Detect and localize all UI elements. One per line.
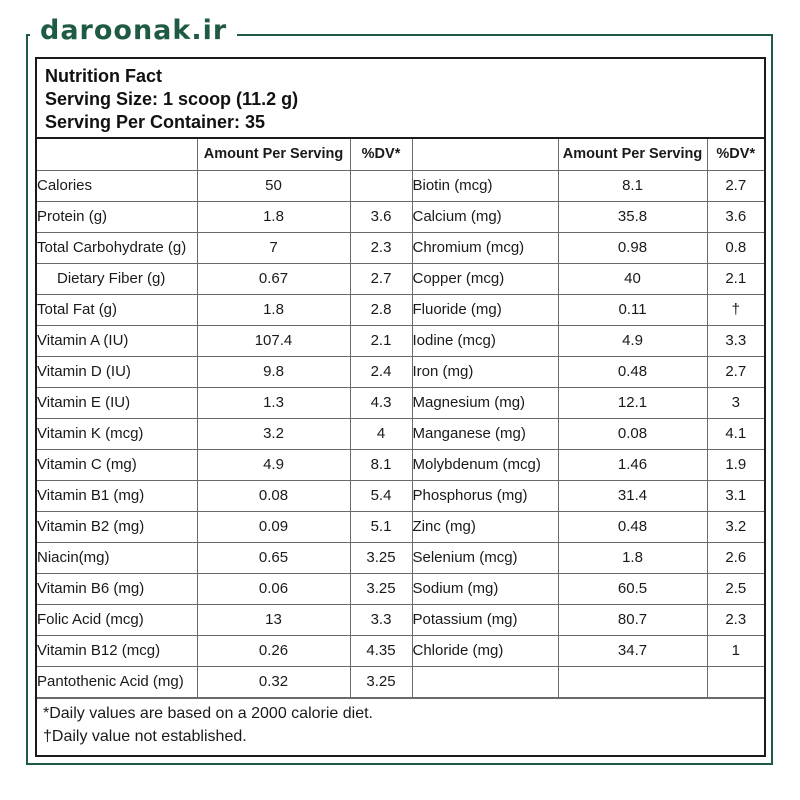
table-row	[37, 263, 764, 294]
table-row	[37, 573, 764, 604]
table-row	[37, 635, 764, 666]
nutrient-name: Vitamin K (mcg)	[37, 418, 197, 449]
nutrient-name: Iodine (mcg)	[412, 325, 558, 356]
nutrient-name: Vitamin A (IU)	[37, 325, 197, 356]
nutrient-name: Calories	[37, 170, 197, 201]
amount-per-serving: 35.8	[558, 201, 707, 232]
percent-dv: 5.4	[350, 480, 412, 511]
amount-per-serving: 34.7	[558, 635, 707, 666]
percent-dv: 2.5	[707, 573, 764, 604]
amount-per-serving: 0.08	[197, 480, 350, 511]
servings-per-container: Serving Per Container: 35	[45, 112, 266, 132]
table-row	[37, 356, 764, 387]
percent-dv: 2.7	[350, 263, 412, 294]
amount-per-serving: 1.8	[558, 542, 707, 573]
amount-per-serving: 1.46	[558, 449, 707, 480]
label-header	[37, 59, 764, 139]
amount-per-serving: 0.98	[558, 232, 707, 263]
percent-dv: 2.1	[350, 325, 412, 356]
nutrient-name: Total Fat (g)	[37, 294, 197, 325]
percent-dv: 3.2	[707, 511, 764, 542]
amount-per-serving: 0.65	[197, 542, 350, 573]
amount-per-serving: 13	[197, 604, 350, 635]
percent-dv: 4.35	[350, 635, 412, 666]
nutrient-name: Potassium (mg)	[412, 604, 558, 635]
label-title: Nutrition Fact	[45, 66, 162, 86]
nutrient-name: Total Carbohydrate (g)	[37, 232, 197, 263]
percent-dv: 2.7	[707, 170, 764, 201]
nutrient-name: Molybdenum (mcg)	[412, 449, 558, 480]
percent-dv: 4.3	[350, 387, 412, 418]
nutrition-table	[37, 139, 764, 698]
amount-per-serving: 0.08	[558, 418, 707, 449]
nutrient-name: Vitamin B1 (mg)	[37, 480, 197, 511]
amount-per-serving: 4.9	[197, 449, 350, 480]
nutrient-name: Selenium (mcg)	[412, 542, 558, 573]
percent-dv: 4.1	[707, 418, 764, 449]
amount-per-serving: 0.11	[558, 294, 707, 325]
nutrient-name: Vitamin B2 (mg)	[37, 511, 197, 542]
percent-dv: 3.3	[707, 325, 764, 356]
table-row	[37, 387, 764, 418]
table-row	[37, 480, 764, 511]
nutrient-name: Biotin (mcg)	[412, 170, 558, 201]
column-header	[412, 139, 558, 170]
nutrient-name: Protein (g)	[37, 201, 197, 232]
percent-dv: 2.4	[350, 356, 412, 387]
amount-per-serving: 12.1	[558, 387, 707, 418]
table-row	[37, 232, 764, 263]
percent-dv: 8.1	[350, 449, 412, 480]
nutrient-name: Calcium (mg)	[412, 201, 558, 232]
amount-per-serving: 4.9	[558, 325, 707, 356]
percent-dv	[707, 666, 764, 697]
percent-dv: 3.25	[350, 542, 412, 573]
percent-dv: 2.7	[707, 356, 764, 387]
percent-dv: 2.1	[707, 263, 764, 294]
amount-per-serving: 0.26	[197, 635, 350, 666]
percent-dv: 3.25	[350, 666, 412, 697]
percent-dv: 1	[707, 635, 764, 666]
nutrient-name: Dietary Fiber (g)	[37, 263, 197, 294]
amount-per-serving: 0.67	[197, 263, 350, 294]
nutrient-name: Iron (mg)	[412, 356, 558, 387]
table-header-row	[37, 139, 764, 170]
nutrient-name: Chromium (mcg)	[412, 232, 558, 263]
percent-dv: 3.6	[350, 201, 412, 232]
amount-per-serving: 60.5	[558, 573, 707, 604]
nutrition-panel	[35, 57, 766, 757]
percent-dv: 2.3	[350, 232, 412, 263]
amount-per-serving: 107.4	[197, 325, 350, 356]
footnotes	[37, 698, 764, 748]
amount-per-serving: 1.8	[197, 294, 350, 325]
nutrient-name: Sodium (mg)	[412, 573, 558, 604]
nutrient-name	[412, 666, 558, 697]
serving-size: Serving Size: 1 scoop (11.2 g)	[45, 89, 299, 109]
table-row	[37, 604, 764, 635]
amount-per-serving: 1.8	[197, 201, 350, 232]
nutrient-name: Niacin(mg)	[37, 542, 197, 573]
amount-per-serving: 7	[197, 232, 350, 263]
footnote-daily-values: *Daily values are based on a 2000 calorie diet.	[43, 704, 373, 722]
nutrient-name: Vitamin D (IU)	[37, 356, 197, 387]
amount-per-serving	[558, 666, 707, 697]
nutrient-name: Pantothenic Acid (mg)	[37, 666, 197, 697]
table-row	[37, 325, 764, 356]
nutrient-name: Magnesium (mg)	[412, 387, 558, 418]
percent-dv: 3.6	[707, 201, 764, 232]
amount-per-serving: 0.48	[558, 511, 707, 542]
amount-per-serving: 50	[197, 170, 350, 201]
amount-per-serving: 40	[558, 263, 707, 294]
percent-dv: 3.1	[707, 480, 764, 511]
percent-dv	[350, 170, 412, 201]
percent-dv: 5.1	[350, 511, 412, 542]
table-row	[37, 542, 764, 573]
table-row	[37, 294, 764, 325]
nutrient-name: Vitamin E (IU)	[37, 387, 197, 418]
nutrient-name: Chloride (mg)	[412, 635, 558, 666]
percent-dv: 0.8	[707, 232, 764, 263]
nutrient-name: Zinc (mg)	[412, 511, 558, 542]
percent-dv: 3.3	[350, 604, 412, 635]
percent-dv: 4	[350, 418, 412, 449]
column-header: %DV*	[707, 139, 764, 170]
table-row	[37, 418, 764, 449]
percent-dv: 1.9	[707, 449, 764, 480]
amount-per-serving: 80.7	[558, 604, 707, 635]
percent-dv: 2.8	[350, 294, 412, 325]
column-header: Amount Per Serving	[558, 139, 707, 170]
percent-dv: †	[707, 294, 764, 325]
table-row	[37, 511, 764, 542]
amount-per-serving: 0.06	[197, 573, 350, 604]
amount-per-serving: 3.2	[197, 418, 350, 449]
amount-per-serving: 31.4	[558, 480, 707, 511]
percent-dv: 3	[707, 387, 764, 418]
nutrient-name: Vitamin B6 (mg)	[37, 573, 197, 604]
table-row	[37, 666, 764, 697]
percent-dv: 3.25	[350, 573, 412, 604]
amount-per-serving: 8.1	[558, 170, 707, 201]
table-row	[37, 201, 764, 232]
amount-per-serving: 1.3	[197, 387, 350, 418]
column-header: %DV*	[350, 139, 412, 170]
nutrient-name: Vitamin C (mg)	[37, 449, 197, 480]
amount-per-serving: 0.48	[558, 356, 707, 387]
amount-per-serving: 0.32	[197, 666, 350, 697]
amount-per-serving: 0.09	[197, 511, 350, 542]
column-header: Amount Per Serving	[197, 139, 350, 170]
table-row	[37, 449, 764, 480]
percent-dv: 2.3	[707, 604, 764, 635]
nutrient-name: Vitamin B12 (mcg)	[37, 635, 197, 666]
nutrient-name: Manganese (mg)	[412, 418, 558, 449]
nutrient-name: Fluoride (mg)	[412, 294, 558, 325]
nutrient-name: Copper (mcg)	[412, 263, 558, 294]
column-header	[37, 139, 197, 170]
footnote-not-established: †Daily value not established.	[43, 727, 247, 745]
nutrient-name: Folic Acid (mcg)	[37, 604, 197, 635]
amount-per-serving: 9.8	[197, 356, 350, 387]
brand-logo: daroonak.ir	[30, 12, 237, 50]
nutrient-name: Phosphorus (mg)	[412, 480, 558, 511]
table-row	[37, 170, 764, 201]
percent-dv: 2.6	[707, 542, 764, 573]
